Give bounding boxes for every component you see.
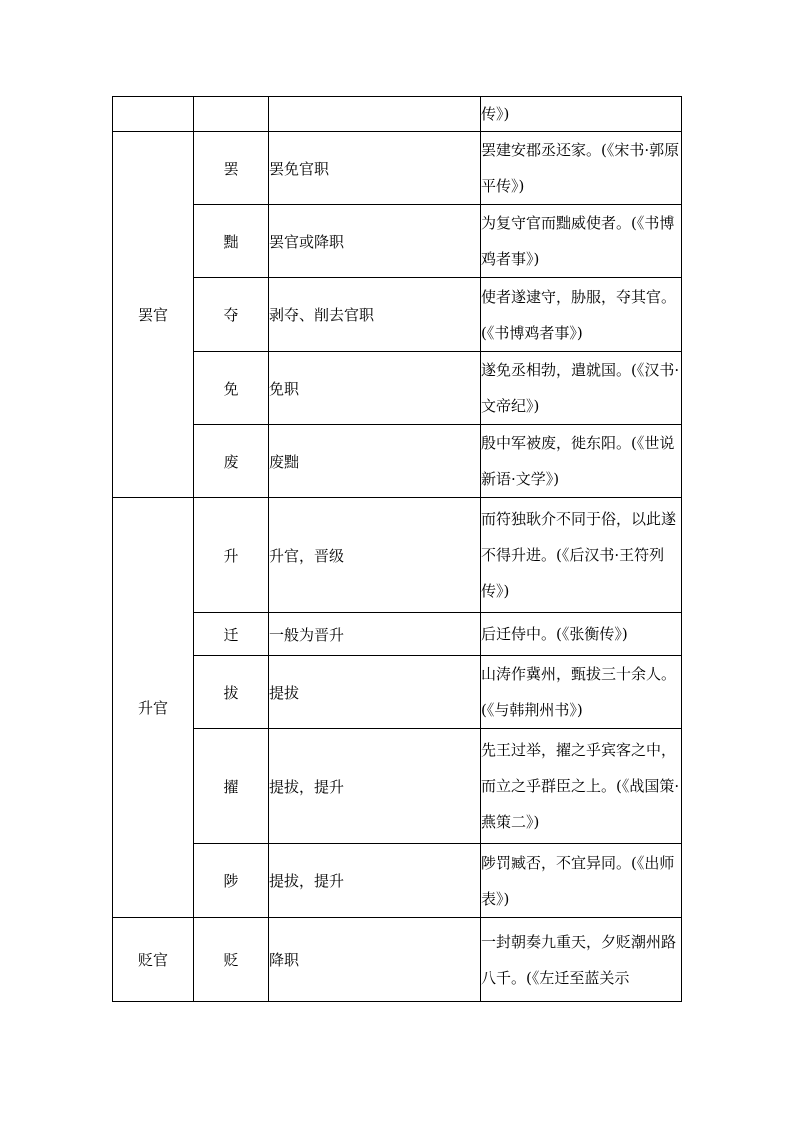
term-cell: 陟 (194, 844, 269, 918)
term-cell: 废 (194, 425, 269, 498)
example-cell: 为复守官而黜威使者。(《书博鸡者事》) (481, 205, 682, 278)
table-row (113, 729, 682, 844)
table-row (113, 205, 682, 278)
term-cell: 升 (194, 498, 269, 613)
category-cell (113, 97, 194, 132)
meaning-cell: 罢免官职 (269, 132, 481, 205)
example-cell: 传》) (481, 97, 682, 132)
meaning-cell: 废黜 (269, 425, 481, 498)
official-terms-table (112, 96, 682, 1002)
example-cell: 殷中军被废，徙东阳。(《世说新语·文学》) (481, 425, 682, 498)
table-row (113, 498, 682, 613)
category-cell-demote: 贬官 (113, 918, 194, 1002)
term-cell: 黜 (194, 205, 269, 278)
category-cell-dismiss: 罢官 (113, 132, 194, 498)
example-cell: 而符独耿介不同于俗，以此遂不得升进。(《后汉书·王符列传》) (481, 498, 682, 613)
example-cell: 山涛作冀州，甄拔三十余人。(《与韩荆州书》) (481, 656, 682, 729)
term-cell (194, 97, 269, 132)
meaning-cell: 提拔 (269, 656, 481, 729)
term-cell: 罢 (194, 132, 269, 205)
example-cell: 先王过举，擢之乎宾客之中，而立之乎群臣之上。(《战国策·燕策二》) (481, 729, 682, 844)
example-cell: 陟罚臧否，不宜异同。(《出师表》) (481, 844, 682, 918)
table-row (113, 132, 682, 205)
meaning-cell: 提拔，提升 (269, 729, 481, 844)
table-row (113, 97, 682, 132)
table-row (113, 656, 682, 729)
term-cell: 迁 (194, 613, 269, 656)
example-cell: 后迁侍中。(《张衡传》) (481, 613, 682, 656)
table-row (113, 918, 682, 1002)
meaning-cell: 降职 (269, 918, 481, 1002)
example-cell: 遂免丞相勃，遣就国。(《汉书·文帝纪》) (481, 352, 682, 425)
meaning-cell: 罢官或降职 (269, 205, 481, 278)
example-cell: 罢建安郡丞还家。(《宋书·郭原平传》) (481, 132, 682, 205)
term-cell: 贬 (194, 918, 269, 1002)
meaning-cell: 免职 (269, 352, 481, 425)
table-row (113, 613, 682, 656)
example-cell: 一封朝奏九重天，夕贬潮州路八千。(《左迁至蓝关示 (481, 918, 682, 1002)
table-row (113, 844, 682, 918)
table-row (113, 352, 682, 425)
example-cell: 使者遂逮守，胁服，夺其官。(《书博鸡者事》) (481, 278, 682, 352)
category-cell-promote: 升官 (113, 498, 194, 918)
meaning-cell: 剥夺、削去官职 (269, 278, 481, 352)
meaning-cell: 一般为晋升 (269, 613, 481, 656)
term-cell: 夺 (194, 278, 269, 352)
table-row (113, 425, 682, 498)
meaning-cell (269, 97, 481, 132)
meaning-cell: 升官，晋级 (269, 498, 481, 613)
term-cell: 擢 (194, 729, 269, 844)
term-cell: 免 (194, 352, 269, 425)
table-row (113, 278, 682, 352)
term-cell: 拔 (194, 656, 269, 729)
meaning-cell: 提拔，提升 (269, 844, 481, 918)
